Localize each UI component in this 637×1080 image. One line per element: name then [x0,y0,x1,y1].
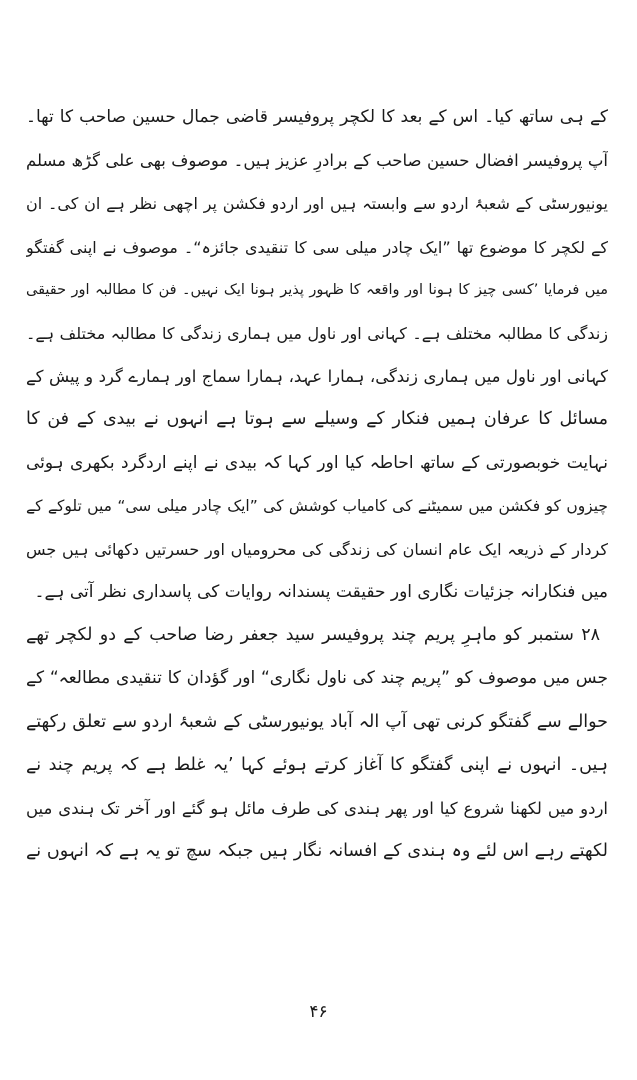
text-line-12: میں فنکارانہ جزئیات نگاری اور حقیقت پسندانہ روایات کی پاسداری نظر آتی ہے۔ [34,582,608,603]
text-line-8: مسائل کا عرفان ہمیں فنکار کے وسیلے سے ہوتا ہے انہوں نے بیدی کے فن کا [26,409,608,430]
text-line-10: چیزوں کو فکشن میں سمیٹنے کی کامیاب کوشش کی ”ایک چادر میلی سی“ میں تلوکے کے [26,496,608,515]
text-line-4: کے لکچر کا موضوع تھا ”ایک چادر میلی سی کا تنقیدی جائزہ“۔ موصوف نے اپنی گفتگو [26,237,608,257]
text-line-7: کہانی اور ناول میں ہماری زندگی، ہمارا عہد، ہمارا سماج اور ہمارے گرد و پیش کے [26,367,608,387]
text-line-13: ۲۸ ستمبر کو ماہرِ پریم چند پروفیسر سید جعفر رضا صاحب کے دو لکچر تھے [26,625,600,646]
text-line-14: جس میں موصوف کو ”پریم چند کی ناول نگاری“ اور گؤدان کا تنقیدی مطالعہ“ کے [26,668,608,689]
text-line-11: کردار کے ذریعہ ایک عام انسان کی زندگی کی محرومیاں اور حسرتیں دکھائی ہیں جس [26,539,608,559]
text-line-2: آپ پروفیسر افضال حسین صاحب کے برادرِ عزیز ہیں۔ موصوف بھی علی گڑھ مسلم [26,151,608,171]
text-line-9: نہایت خوبصورتی کے ساتھ احاطہ کیا اور کہا کہ بیدی نے اپنے اردگرد بکھری ہوئی [26,452,608,473]
text-line-18: لکھتے رہے اس لئے وہ ہندی کے افسانہ نگار ہیں جبکہ سچ تو یہ ہے کہ انہوں نے [26,841,608,862]
body-text [26,96,608,873]
text-line-16: ہیں۔ انہوں نے اپنی گفتگو کا آغاز کرتے ہوئے کہا ’یہ غلط ہے کہ پریم چند نے [26,754,608,775]
text-line-17: اردو میں لکھنا شروع کیا اور پھر ہندی کی طرف مائل ہو گئے اور آخر تک ہندی میں [26,799,608,818]
page-number: ۴۶ [309,1002,328,1022]
text-line-1: کے ہی ساتھ کیا۔ اس کے بعد کا لکچر پروفیسر قاضی جمال حسین صاحب کا تھا۔ [26,107,608,127]
text-line-5: میں فرمایا ’کسی چیز کا ہونا اور واقعہ کا ظہور پذیر ہونا ایک نہیں۔ فن کا مطالبہ اور حقیقی [26,281,608,298]
text-line-6: زندگی کا مطالبہ مختلف ہے۔ کہانی اور ناول میں ہماری زندگی کا مطالبہ مختلف ہے۔ [26,323,608,343]
text-line-3: یونیورسٹی کے شعبۂ اردو سے وابستہ ہیں اور اردو فکشن پر اچھی نظر ہے ان کی۔ ان [26,194,608,214]
text-line-15: حوالے سے گفتگو کرنی تھی آپ الہ آباد یونیورسٹی کے شعبۂ اردو سے تعلق رکھتے [26,711,608,732]
